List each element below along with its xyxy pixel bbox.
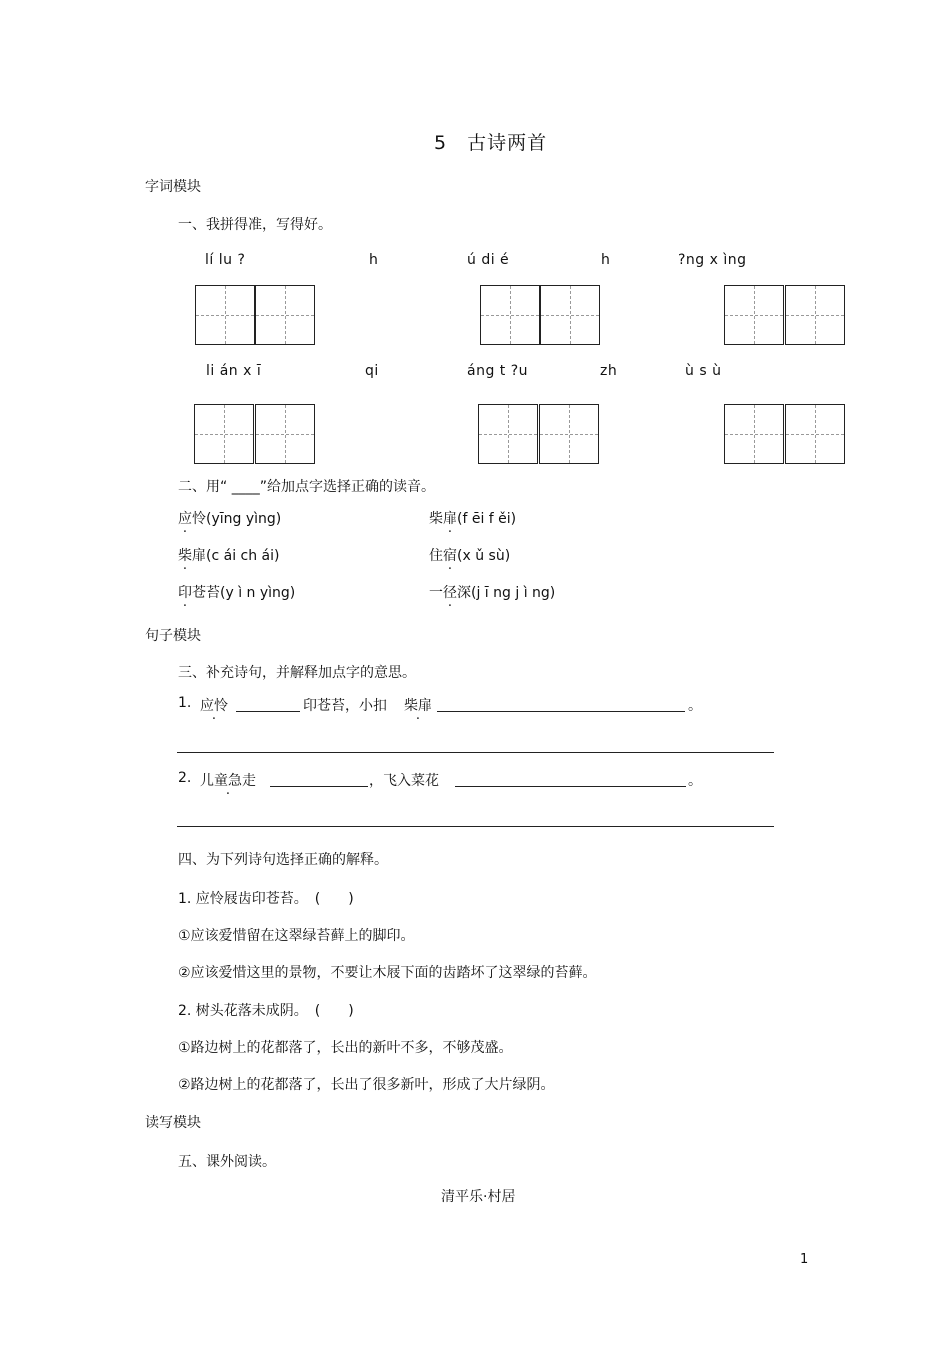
- dotted-text: 柴扉: [404, 698, 432, 714]
- poem-fragment: [404, 695, 432, 715]
- dotted-char: 宿: [443, 548, 457, 564]
- dotted-char: 印: [178, 585, 192, 601]
- explanation-line[interactable]: [177, 826, 774, 827]
- q4-option[interactable]: ①路边树上的花都落了，长出的新叶不多，不够茂盛。: [178, 1040, 513, 1056]
- q3-heading: 三、补充诗句，并解释加点字的意思。: [178, 665, 416, 681]
- writing-box[interactable]: [540, 285, 600, 345]
- pinyin-label: zh: [600, 363, 618, 379]
- pinyin-label: ù s ù: [685, 363, 722, 379]
- answer-blank[interactable]: [455, 786, 686, 787]
- page-title: 5 古诗两首: [434, 132, 548, 154]
- q4-option[interactable]: ②应该爱惜这里的景物，不要让木屐下面的齿踏坏了这翠绿的苔藓。: [178, 965, 597, 981]
- pinyin-label: ?ng x ìng: [678, 252, 747, 268]
- pronunciation-item[interactable]: [178, 582, 295, 602]
- q4-item-2: 2. 树头花落未成阴。 ( ): [178, 1003, 354, 1019]
- q1-heading: 一、我拼得准，写得好。: [178, 217, 332, 233]
- pronunciation-options: (j ī ng j ì ng): [471, 585, 556, 601]
- q4-heading: 四、为下列诗句选择正确的解释。: [178, 852, 388, 868]
- writing-box[interactable]: [255, 285, 315, 345]
- page-number: 1: [800, 1252, 809, 1267]
- writing-box[interactable]: [478, 404, 538, 464]
- pronunciation-options: (c ái ch ái): [206, 548, 280, 564]
- answer-blank[interactable]: [437, 711, 685, 712]
- pronunciation-item[interactable]: [429, 582, 555, 602]
- pronunciation-options: (yīng yìng): [206, 511, 282, 527]
- pronunciation-item[interactable]: [178, 508, 281, 528]
- writing-box[interactable]: [194, 404, 254, 464]
- q2-heading: 二、用“ ____”给加点字选择正确的读音。: [178, 479, 435, 495]
- pronunciation-options: (y ì n yìng): [220, 585, 296, 601]
- poem-fragment: ，飞入菜花: [369, 773, 439, 789]
- dotted-char: 应: [178, 511, 192, 527]
- section-sentences: 句子模块: [145, 628, 201, 644]
- word-rest: 深: [457, 585, 471, 601]
- section-words: 字词模块: [145, 179, 201, 195]
- explanation-line[interactable]: [177, 752, 774, 753]
- dotted-char: 柴: [178, 548, 192, 564]
- pronunciation-item[interactable]: [429, 508, 516, 528]
- answer-blank[interactable]: [236, 711, 300, 712]
- pronunciation-options: (f ēi f ěi): [457, 511, 517, 527]
- dotted-text: 儿童急走: [200, 773, 256, 789]
- section-reading: 读写模块: [145, 1115, 201, 1131]
- dotted-char: 扉: [443, 511, 457, 527]
- punctuation: 。: [688, 773, 702, 789]
- punctuation: 。: [688, 698, 702, 714]
- writing-box[interactable]: [724, 285, 784, 345]
- pinyin-label: li án x ī: [206, 363, 262, 379]
- word-prefix: 一: [429, 585, 443, 601]
- q4-item-1: 1. 应怜屐齿印苍苔。 ( ): [178, 891, 354, 907]
- writing-box[interactable]: [785, 404, 845, 464]
- answer-blank[interactable]: [270, 786, 368, 787]
- q5-heading: 五、课外阅读。: [178, 1154, 276, 1170]
- pinyin-label: h: [369, 252, 379, 268]
- pinyin-label: qi: [365, 363, 379, 379]
- q4-option[interactable]: ②路边树上的花都落了，长出了很多新叶，形成了大片绿阴。: [178, 1077, 555, 1093]
- q4-option[interactable]: ①应该爱惜留在这翠绿苔藓上的脚印。: [178, 928, 415, 944]
- poem-fragment: [200, 695, 228, 715]
- pronunciation-item[interactable]: [429, 545, 510, 565]
- pinyin-label: h: [601, 252, 611, 268]
- word-rest: 怜: [192, 511, 206, 527]
- pronunciation-item[interactable]: [178, 545, 279, 565]
- dotted-char: 径: [443, 585, 457, 601]
- word-prefix: 住: [429, 548, 443, 564]
- word-prefix: 柴: [429, 511, 443, 527]
- pinyin-label: ú di é: [467, 252, 510, 268]
- dotted-text: 应怜: [200, 698, 228, 714]
- word-rest: 苍苔: [192, 585, 220, 601]
- poem-title: 清平乐·村居: [441, 1189, 516, 1205]
- writing-box[interactable]: [724, 404, 784, 464]
- writing-box[interactable]: [255, 404, 315, 464]
- word-rest: 扉: [192, 548, 206, 564]
- pronunciation-options: (x ǔ sù): [457, 548, 511, 564]
- writing-box[interactable]: [785, 285, 845, 345]
- poem-fragment: 印苍苔，小扣: [303, 698, 387, 714]
- writing-box[interactable]: [480, 285, 540, 345]
- writing-box[interactable]: [539, 404, 599, 464]
- poem-fragment: [200, 770, 256, 790]
- q3-num-2: 2.: [178, 770, 192, 786]
- pinyin-label: lí lu ?: [205, 252, 246, 268]
- writing-box[interactable]: [195, 285, 255, 345]
- pinyin-label: áng t ?u: [467, 363, 529, 379]
- q3-num-1: 1.: [178, 695, 192, 711]
